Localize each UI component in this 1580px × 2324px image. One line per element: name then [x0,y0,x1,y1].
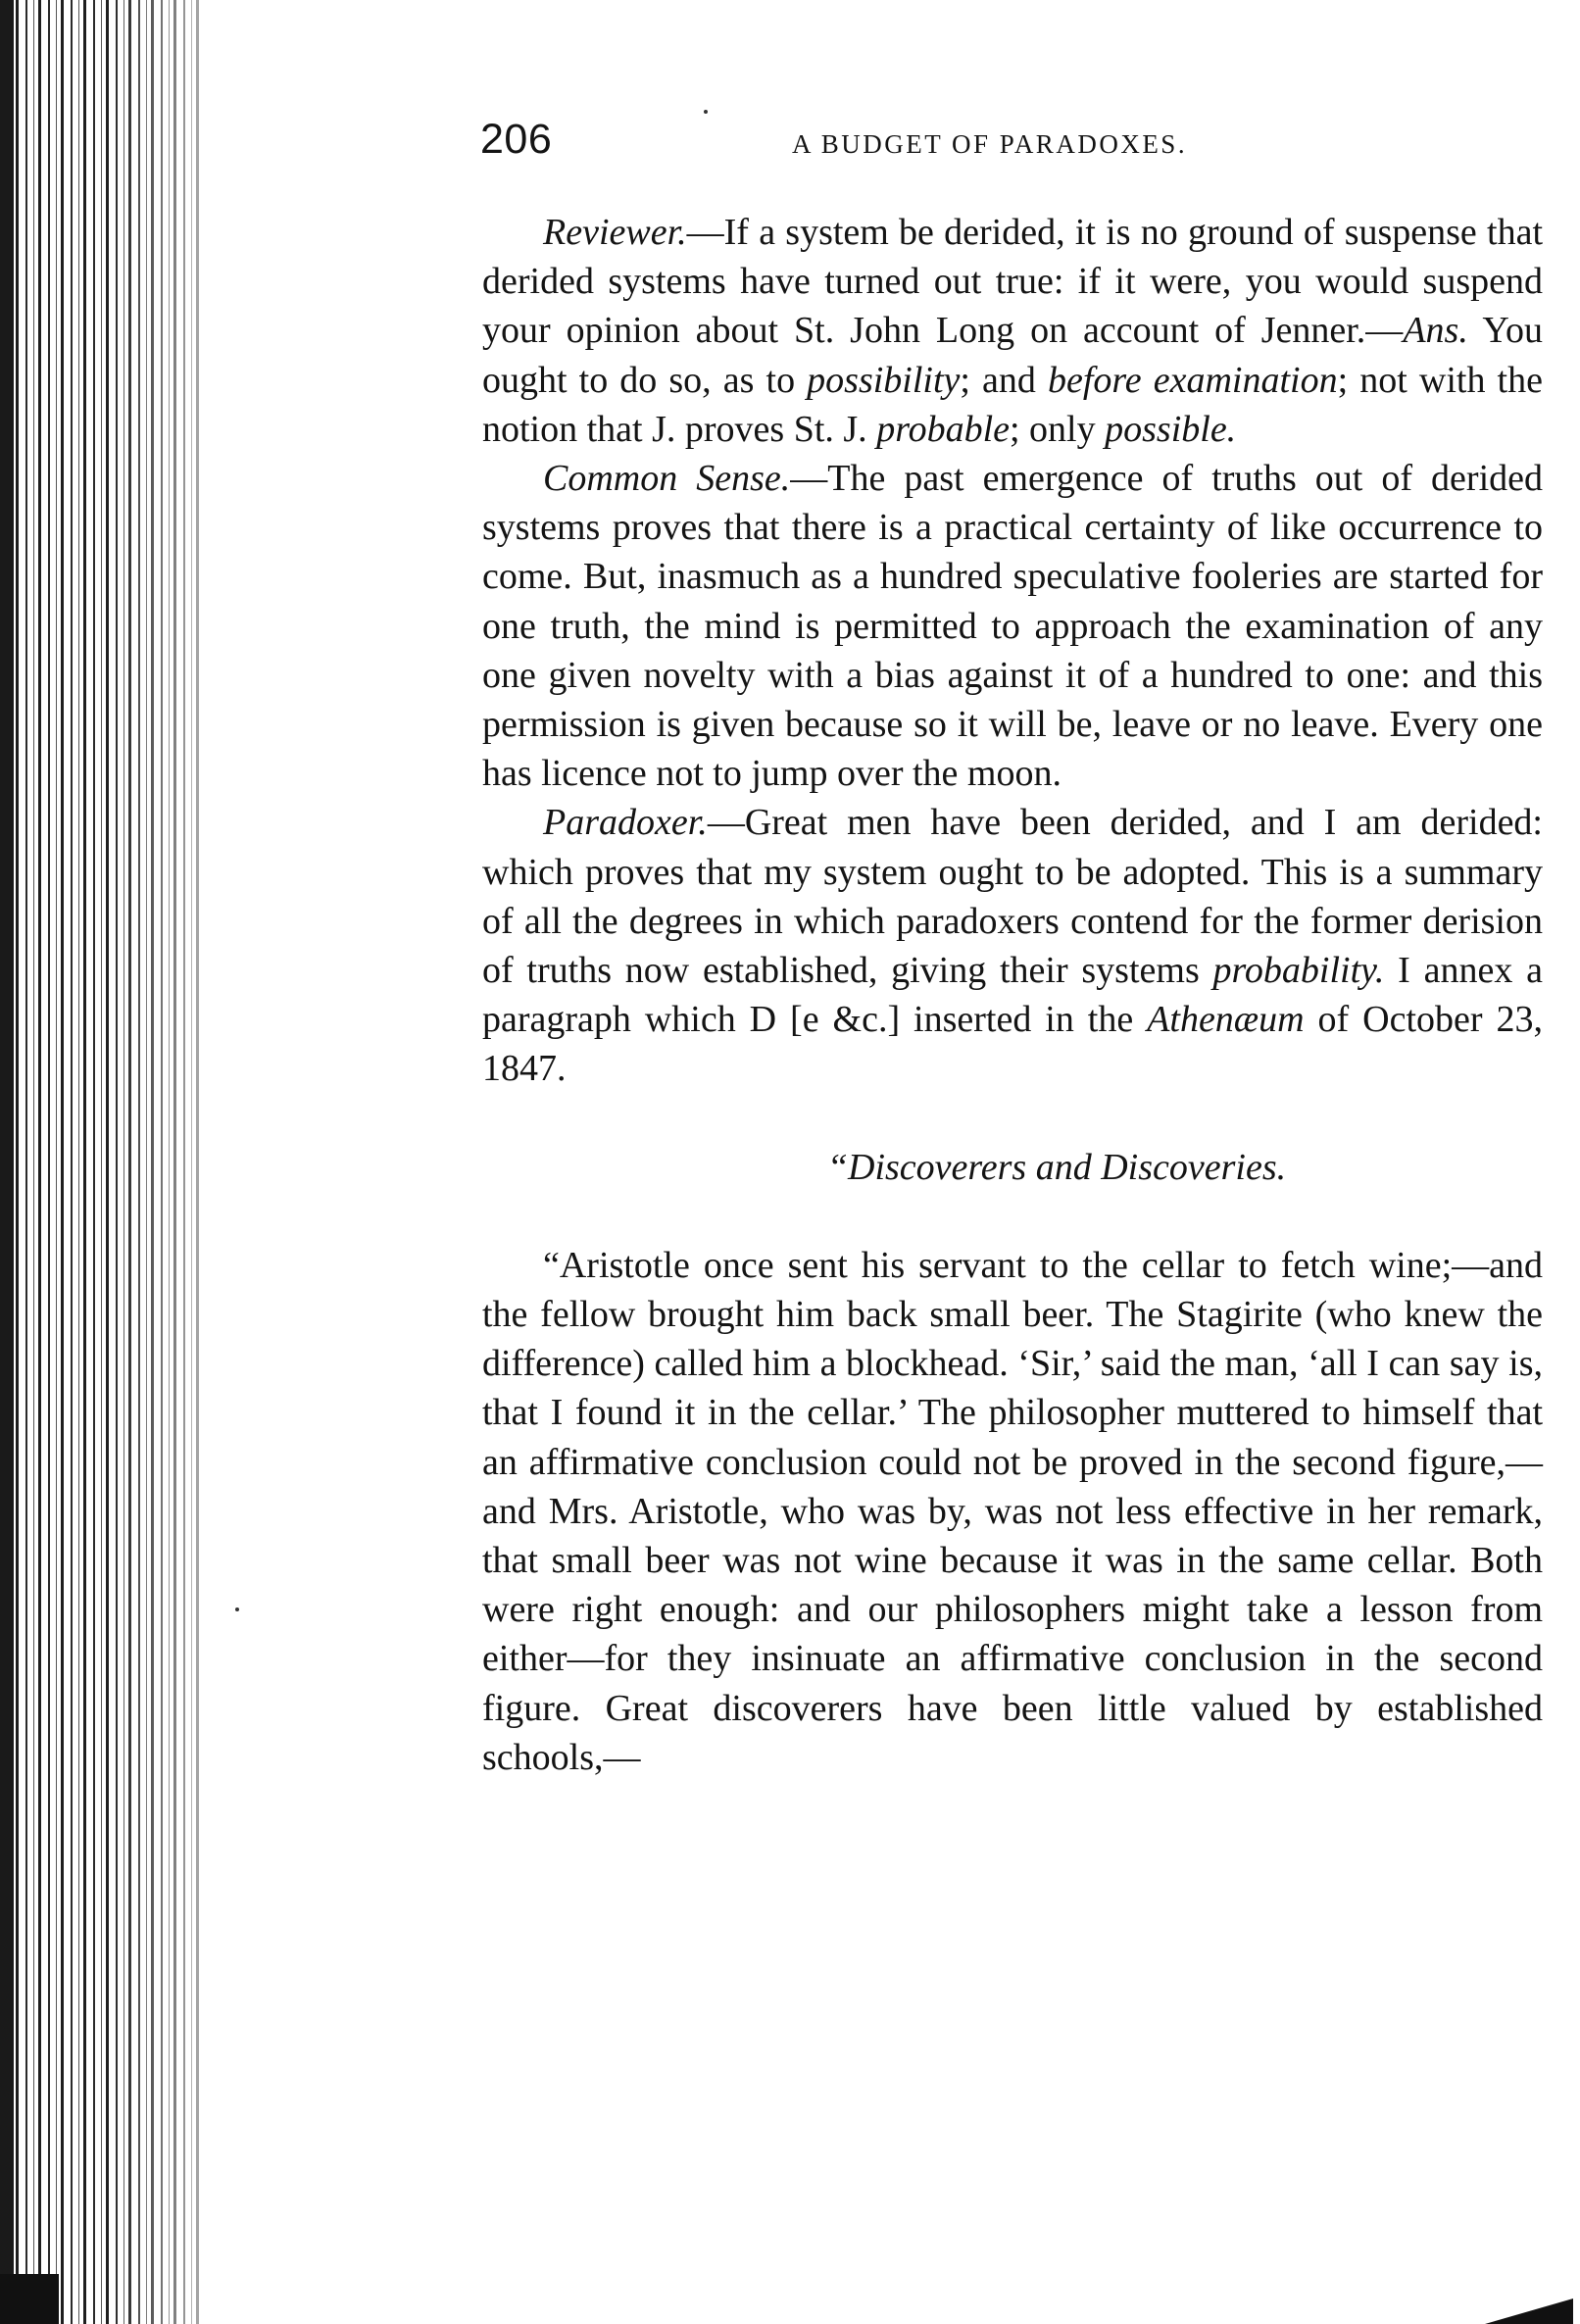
paragraph-common-sense: Common Sense.—The past emergence of truths out of derided systems proves that there is a practical certainty of like occurrence to come. But, inasmuch as a hundred speculative fooleries are started for one truth, the mind is permitted to approach the examination of any one given novelty with a bias against it of a hundred to one: and this permission is given because so it will be, leave or no leave. Every one has licence not to jump over the moon. [482,458,1543,795]
body-text [482,208,1543,1782]
binding-edge [0,0,206,2324]
running-head: A BUDGET OF PARADOXES. [792,129,1188,159]
binding-shadow [0,0,14,2324]
section-heading: “Discoverers and Discoveries. [826,1146,1287,1188]
paragraph-paradoxer: Paradoxer.—Great men have been derided, and I am derided: which proves that my system ought to be adopted. This is a summary of all the degrees in which paradoxers contend for the former derision of truths now established, giving their systems probability. I annex a paragraph which D [e &c.] inserted in the Athenæum of October 23, 1847. [482,802,1543,1090]
paragraph-reviewer: Reviewer.—If a system be derided, it is no ground of suspense that derided systems have turned out true: if it were, you would suspend your opinion about St. John Long on account of Jenner.—Ans. You ought to do so, as to possibility; and before examination; not with the notion that J. proves St. J. probable; only possible. [482,212,1543,450]
speaker-label: Paradoxer. [543,802,708,844]
page-number: 206 [480,116,553,163]
binding-foot-mark [0,2274,59,2324]
quote-paragraph: “Aristotle once sent his servant to the cellar to fetch wine;—and the fellow brought him back small beer. The Stagirite (who knew the difference) called him a blockhead. ‘Sir,’ said the man, ‘all I can say is, that I found it in the cellar.’ The philosopher muttered to himself that an affirmative conclusion could not be proved in the second figure,—and Mrs. Aristotle, who was by, was not less effective in her remark, that small beer was not wine because it was in the same cellar. Both were right enough: and our philosophers might take a lesson from either—for they insinuate an affirmative conclusion in the second figure. Great discoverers have been little valued by established schools,— [482,1244,1543,1778]
corner-scan-mark [1485,2299,1573,2324]
page-header [480,116,1539,174]
stray-mark [704,110,708,114]
speaker-label: Reviewer. [543,212,687,253]
stray-mark [235,1607,239,1611]
speaker-label: Common Sense. [543,458,791,500]
